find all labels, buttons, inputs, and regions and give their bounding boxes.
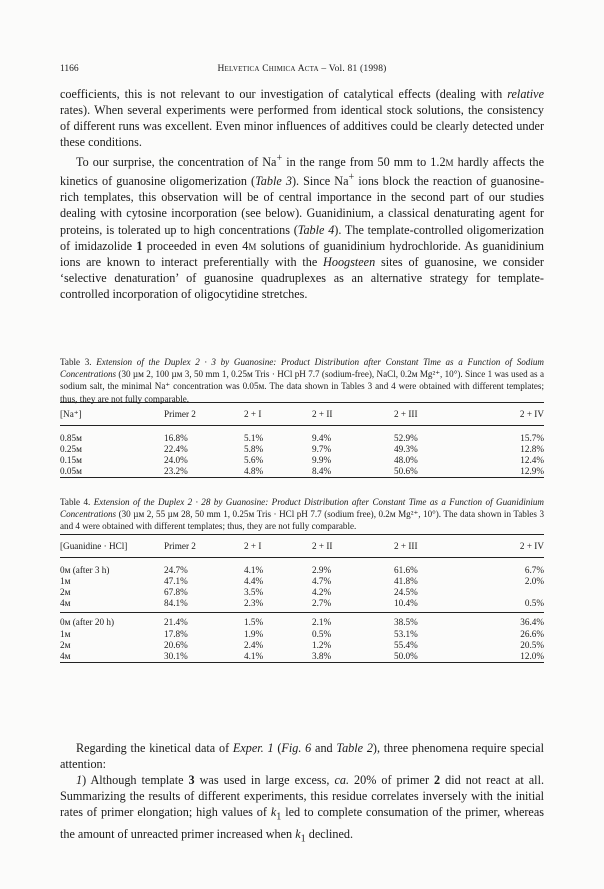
table-row: 0м (after 3 h) 24.7% 4.1% 2.9% 61.6% 6.7% bbox=[60, 564, 544, 575]
table4-caption: Table 4. Extension of the Duplex 2 · 28 by Guanosine: Product Distribution after Constant Time as a Function of Guanidinium Concentrations (30 µм 2, 55 µм 28, 50 mm 1, 0.25м Tris · HCl pH 7.7 (sodium free), 0.2м Mg²⁺, 10°). The data shown in Tables 3 and 4 were obtained with different templates; thus, they are not fully comparable. bbox=[60, 497, 544, 532]
top-paragraph: coefficients, this is not relevant to our investigation of catalytical effects (dealing with relative rates). When several experiments were performed from identical stock solutions, the consistency of different runs was excellent. Even minor influences of additives could be clearly detected under these conditions. bbox=[60, 87, 545, 150]
table-row: 4м 84.1% 2.3% 2.7% 10.4% 0.5% bbox=[60, 598, 544, 613]
table-header-row: [Guanidine · HCl] Primer 2 2 + I 2 + II 2 + III 2 + IV bbox=[60, 535, 544, 558]
table-row: 0м (after 20 h) 21.4% 1.5% 2.1% 38.5% 36.4% bbox=[60, 617, 544, 628]
kinetics-paragraph: Regarding the kinetical data of Exper. 1 (Fig. 6 and Table 2), three phenomena require special attention: bbox=[60, 741, 544, 772]
table3 bbox=[60, 402, 544, 478]
table-row: 2м 20.6% 2.4% 1.2% 55.4% 20.5% bbox=[60, 639, 544, 650]
table-row: 0.25м 22.4% 5.8% 9.7% 49.3% 12.8% bbox=[60, 443, 544, 454]
table3-caption: Table 3. Extension of the Duplex 2 · 3 by Guanosine: Product Distribution after Constant Time as a Function of Sodium Concentrations (30 µм 2, 100 µм 3, 50 mm 1, 0.25м Tris · HCl pH 7.7 (sodium-free), NaCl, 0.2м Mg²⁺, 10°). Since 1 was used as a sodium salt, the minimal Na⁺ concentration was 0.05м. The data shown in Tables 3 and 4 were obtained with different templates; thus, they are not fully comparable. bbox=[60, 357, 544, 404]
table-row: 2м 67.8% 3.5% 4.2% 24.5% bbox=[60, 586, 418, 597]
sodium-guanidinium-paragraph: To our surprise, the concentration of Na+ in the range from 50 mm to 1.2м hardly affects the kinetics of guanosine oligomerization (Table 3). Since Na+ ions block the reaction of guanosine-rich templates, this observation will be of central importance in the second part of our studies dealing with cytosine incorporation (see below). Guanidinium, a classical denaturating agent for proteins, is tolerated up to high concentrations (Table 4). The template-controlled oligomerization of imidazolide 1 proceeded in even 4м solutions of guanidinium hydrochloride. As guanidinium ions are known to interact preferentially with the Hoogsteen sites of guanosine, we consider ‘selective denaturation’ of guanosine quadruplexes as an alternative strategy for template-controlled incorporation of oligocytidine stretches. bbox=[60, 153, 544, 301]
table-row: 0.05м 23.2% 4.8% 8.4% 50.6% 12.9% bbox=[60, 466, 544, 477]
journal-title: Helvetica Chimica Acta – Vol. 81 (1998) bbox=[217, 64, 387, 74]
point-1-paragraph: 1) Although template 3 was used in large excess, ca. 20% of primer 2 did not react at all. Summarizing the results of different experiments, this residue correlates inversely with the initial rates of primer elongation; high values of $k_1$ led to complete consumation of the primer, whereas the amount of unreacted primer increased when $k_1$ declined. bbox=[60, 773, 544, 845]
bottom-text bbox=[60, 740, 544, 847]
table-header-row: [Na⁺] Primer 2 2 + I 2 + II 2 + III 2 + IV bbox=[60, 403, 544, 426]
table4 bbox=[60, 534, 544, 663]
table-row: 1м 47.1% 4.4% 4.7% 41.8% 2.0% bbox=[60, 575, 544, 586]
table-row: 0.15м 24.0% 5.6% 9.9% 48.0% 12.4% bbox=[60, 454, 544, 465]
table-row: 1м 17.8% 1.9% 0.5% 53.1% 26.6% bbox=[60, 628, 544, 639]
table-row: 0.85м 16.8% 5.1% 9.4% 52.9% 15.7% bbox=[60, 432, 544, 443]
running-header bbox=[60, 64, 544, 78]
page-number: 1166 bbox=[60, 64, 79, 74]
table-row: 4м 30.1% 4.1% 3.8% 50.0% 12.0% bbox=[60, 650, 544, 661]
